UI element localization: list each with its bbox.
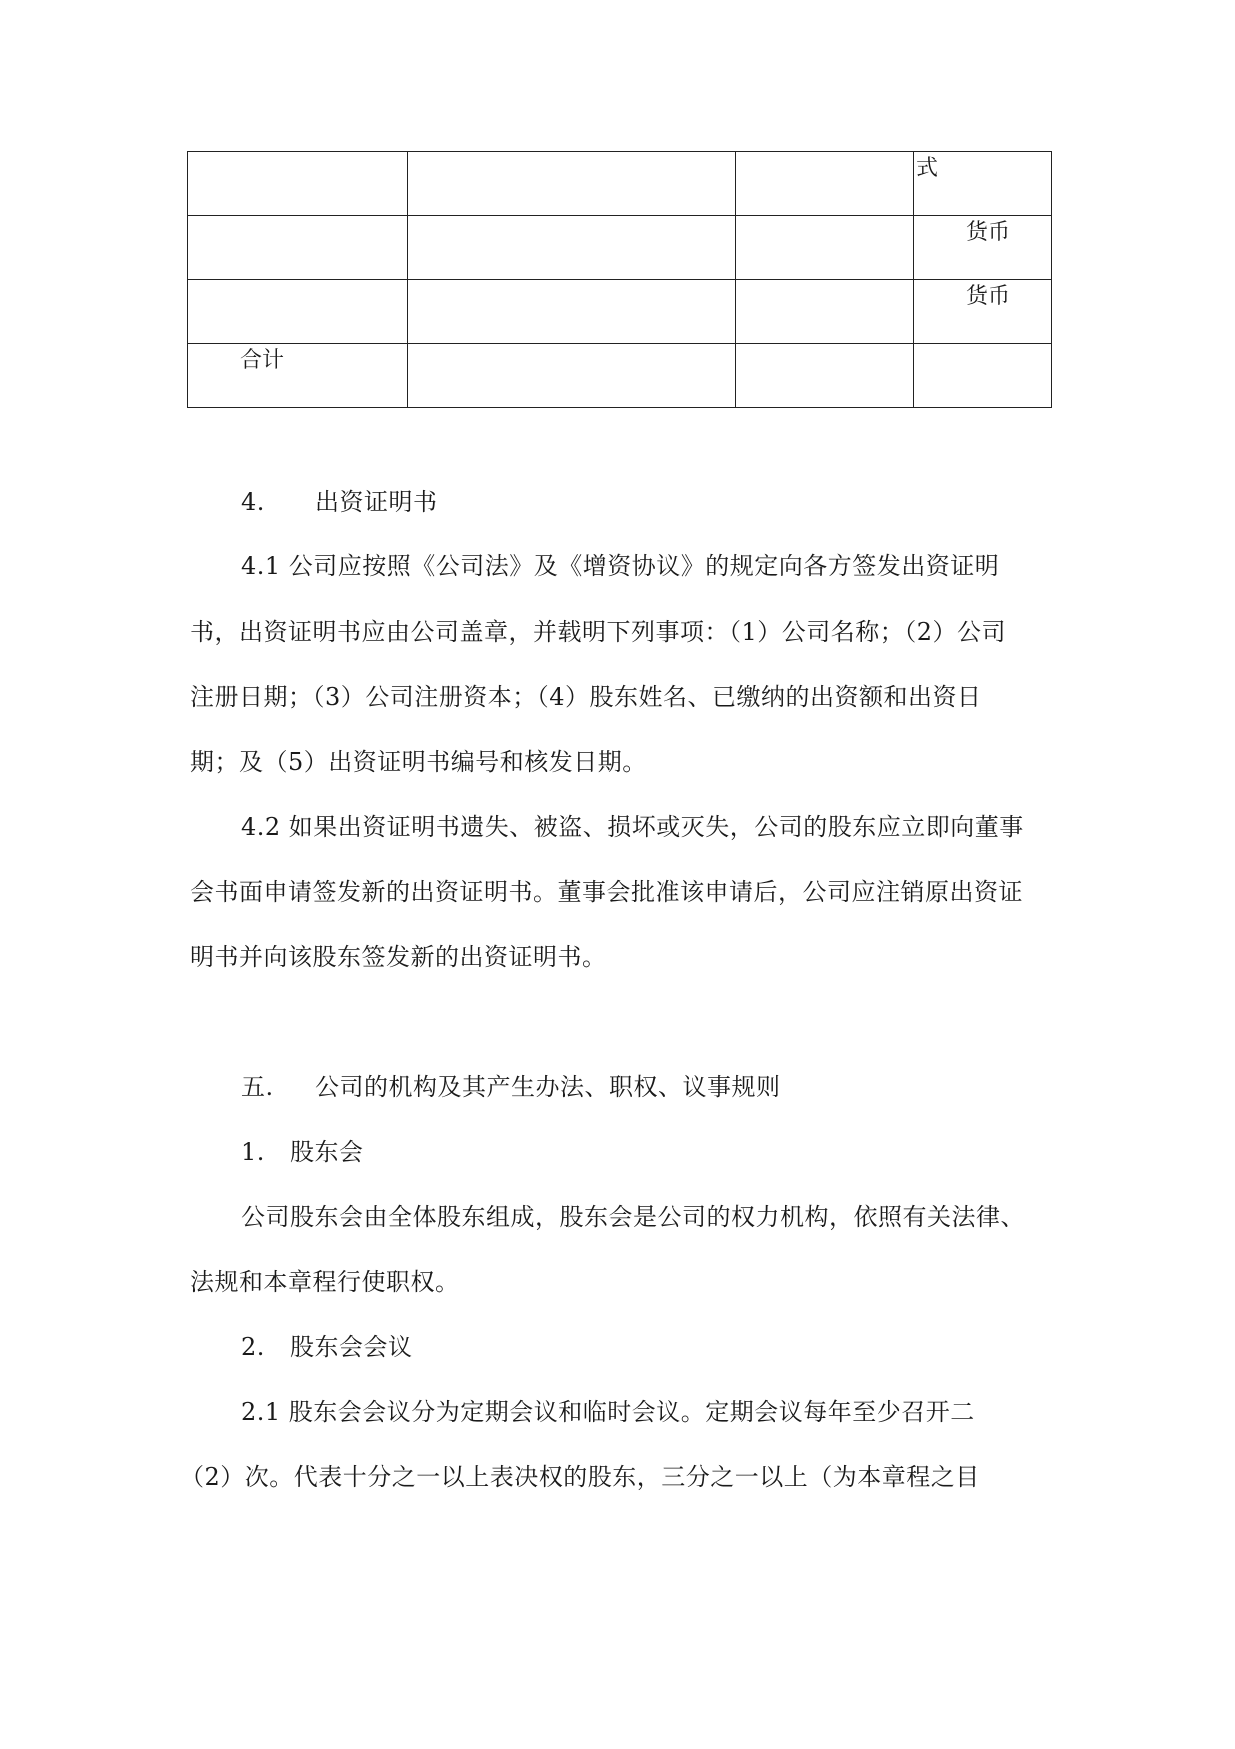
table-row <box>188 216 1052 280</box>
section-4-title: 出资证明书 <box>315 488 438 516</box>
table-cell <box>914 344 1052 408</box>
table-cell-total-label: 合计 <box>188 344 408 408</box>
subsection-1-para-line: 法规和本章程行使职权。 <box>190 1268 460 1296</box>
table-cell <box>188 152 408 216</box>
capital-contribution-table <box>187 151 1052 408</box>
subsection-1-para-line: 公司股东会由全体股东组成，股东会是公司的权力机构，依照有关法律、 <box>241 1203 1025 1231</box>
subsection-2-number: 2. <box>241 1333 265 1361</box>
table-cell <box>736 216 914 280</box>
table-cell-form: 货币 <box>914 216 1052 280</box>
para-4-2-line: 4.2 如果出资证明书遗失、被盗、损坏或灭失，公司的股东应立即向董事 <box>241 813 1024 841</box>
section-4-number: 4. <box>241 488 265 516</box>
section-5-number: 五. <box>241 1073 274 1101</box>
para-2-1-line: （2）次。代表十分之一以上表决权的股东，三分之一以上（为本章程之目 <box>180 1463 980 1491</box>
para-4-2-line: 会书面申请签发新的出资证明书。董事会批准该申请后，公司应注销原出资证 <box>190 878 1023 906</box>
section-5-title: 公司的机构及其产生办法、职权、议事规则 <box>315 1073 781 1101</box>
para-4-1-line: 期；及（5）出资证明书编号和核发日期。 <box>190 748 647 776</box>
para-4-1-line: 书，出资证明书应由公司盖章，并载明下列事项：（1）公司名称；（2）公司 <box>190 618 1007 646</box>
section-5-heading <box>241 1075 781 1099</box>
para-2-1-line: 2.1 股东会会议分为定期会议和临时会议。定期会议每年至少召开二 <box>241 1398 975 1426</box>
table-row <box>188 280 1052 344</box>
table-cell <box>736 152 914 216</box>
table-cell <box>188 280 408 344</box>
para-4-1-line: 注册日期；（3）公司注册资本；（4）股东姓名、已缴纳的出资额和出资日 <box>190 683 982 711</box>
section-4-heading <box>241 490 438 514</box>
para-4-1-line: 4.1 公司应按照《公司法》及《增资协议》的规定向各方签发出资证明 <box>241 552 1000 580</box>
table-cell <box>736 280 914 344</box>
subsection-1-title: 股东会 <box>290 1138 364 1166</box>
table-cell-form-header: 式 <box>914 152 1052 216</box>
table-cell <box>736 344 914 408</box>
table-cell-form: 货币 <box>914 280 1052 344</box>
table-row-total <box>188 344 1052 408</box>
table-cell <box>188 216 408 280</box>
subsection-2-heading <box>241 1335 413 1359</box>
table-cell <box>408 216 736 280</box>
table-cell <box>408 280 736 344</box>
para-4-2-line: 明书并向该股东签发新的出资证明书。 <box>190 943 607 971</box>
table-cell <box>408 152 736 216</box>
table-row <box>188 152 1052 216</box>
subsection-1-number: 1. <box>241 1138 265 1166</box>
table-cell <box>408 344 736 408</box>
subsection-2-title: 股东会会议 <box>290 1333 413 1361</box>
subsection-1-heading <box>241 1140 364 1164</box>
